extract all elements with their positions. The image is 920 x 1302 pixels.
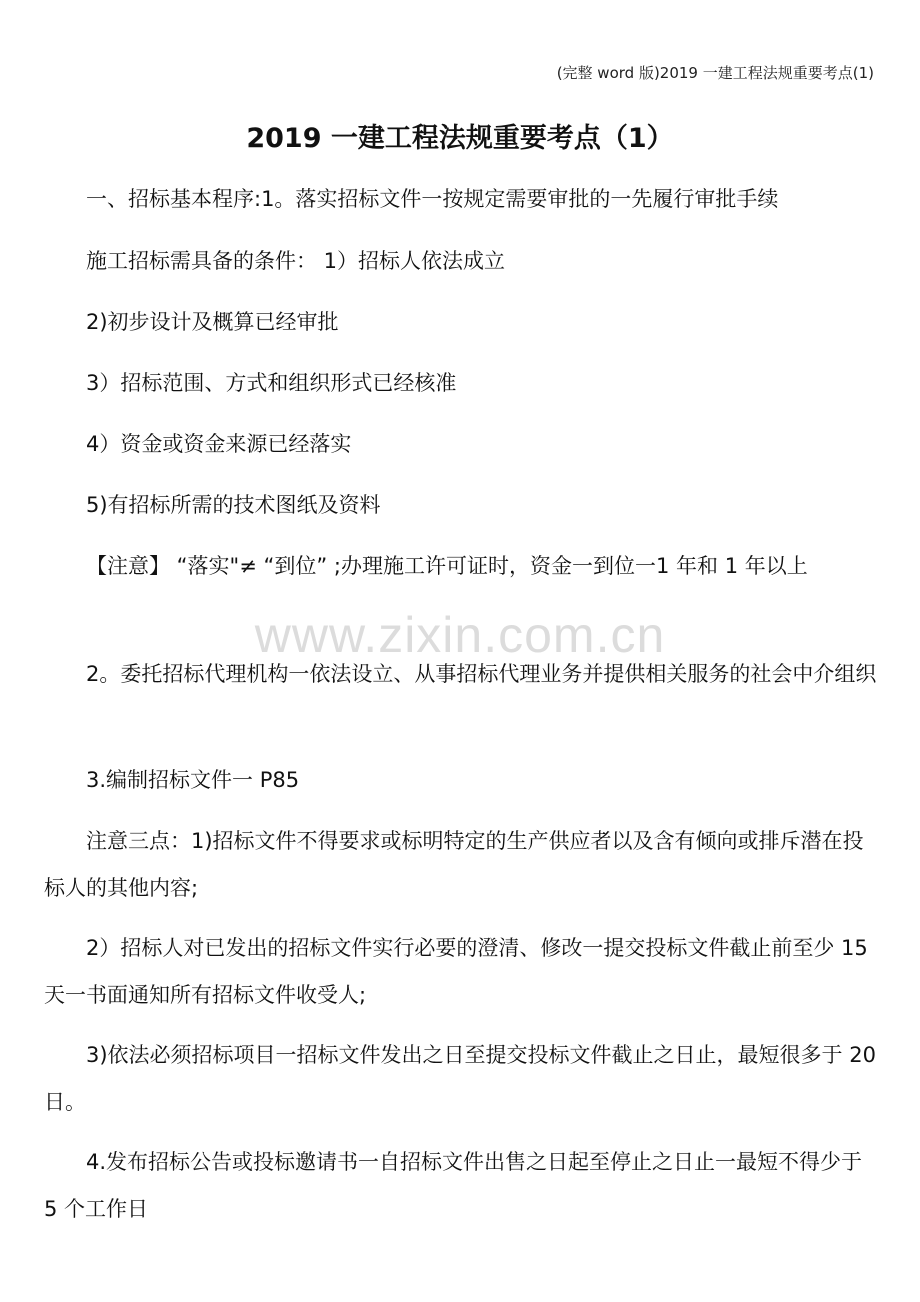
paragraph-condition-5: 5)有招标所需的技术图纸及资料 (86, 493, 381, 517)
paragraph-announcement: 4.发布招标公告或投标邀请书一自招标文件出售之日起至停止之日止一最短不得少于 5 个工作日 (44, 1150, 863, 1221)
paragraph-bidding-procedure: 一、招标基本程序:1。落实招标文件一按规定需要审批的一先履行审批手续 (86, 187, 779, 211)
paragraph-condition-3: 3）招标范围、方式和组织形式已经核准 (86, 371, 457, 395)
paragraph-condition-2: 2)初步设计及概算已经审批 (86, 310, 339, 334)
document-header-label: (完整 word 版)2019 一建工程法规重要考点(1) (556, 64, 874, 82)
paragraph-conditions: 施工招标需具备的条件： 1）招标人依法成立 (86, 249, 506, 273)
paragraph-agency: 2。委托招标代理机构一依法设立、从事招标代理业务并提供相关服务的社会中介组织 (86, 662, 877, 686)
paragraph-condition-4: 4）资金或资金来源已经落实 (86, 432, 352, 456)
paragraph-clarification: 2）招标人对已发出的招标文件实行必要的澄清、修改一提交投标文件截止前至少 15 天一书面通知所有招标文件收受人; (44, 936, 868, 1007)
paragraph-note: 【注意】 “落实"≠ “到位” ;办理施工许可证时，资金一到位一1 年和 1 年以上 (86, 554, 808, 578)
watermark-text: www.zixin.com.cn (254, 607, 666, 663)
paragraph-deadline: 3)依法必须招标项目一招标文件发出之日至提交投标文件截止之日止，最短很多于 20 日。 (44, 1043, 876, 1114)
paragraph-compile-docs: 3.编制招标文件一 P85 (86, 768, 300, 792)
paragraph-three-points: 注意三点：1)招标文件不得要求或标明特定的生产供应者以及含有倾向或排斥潜在投标人的其他内容; (44, 829, 864, 900)
page-title: 2019 一建工程法规重要考点（1） (246, 123, 674, 154)
